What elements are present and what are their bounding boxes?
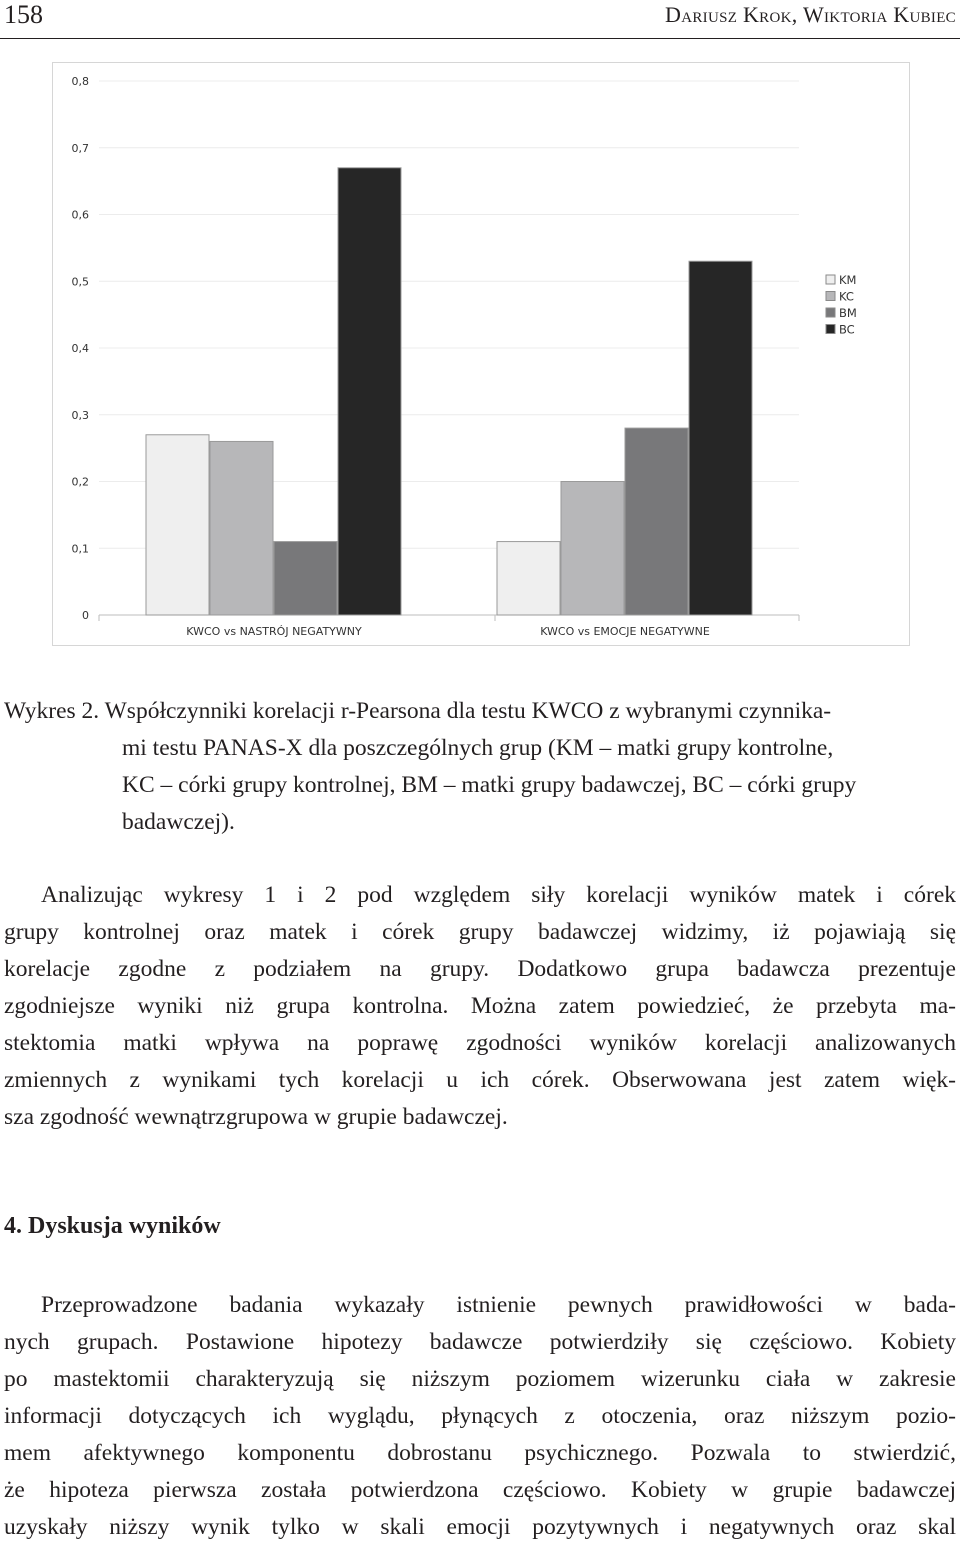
caption-line: mi testu PANAS-X dla poszczególnych grup (KM – matki grupy kontrolne, — [122, 735, 834, 761]
caption-line: Wykres 2. Współczynniki korelacji r-Pearsona dla testu KWCO z wybranymi czynnika- — [4, 698, 832, 724]
bar-chart — [52, 62, 910, 646]
page-number: 158 — [4, 0, 43, 29]
legend-label: BC — [839, 322, 855, 337]
legend-swatch — [826, 325, 835, 334]
legend-label: BM — [839, 306, 857, 320]
legend-swatch — [826, 308, 835, 317]
paragraph-line: po mastektomii charakteryzują się niższym poziomem wizerunku ciała w zakresie — [4, 1366, 956, 1392]
bar-km — [146, 435, 209, 615]
paragraph-line: nych grupach. Postawione hipotezy badawcze potwierdziły się częściowo. Kobiety — [4, 1329, 956, 1355]
paragraph-line: zmiennych z wynikami tych korelacji u ich córek. Obserwowana jest zatem więk- — [4, 1067, 956, 1093]
legend-swatch — [826, 292, 835, 301]
legend-label: KC — [839, 289, 854, 304]
figure-caption — [4, 693, 956, 841]
paragraph-line: uzyskały niższy wynik tylko w skali emocji pozytywnych i negatywnych oraz skal — [4, 1514, 956, 1540]
y-tick-label: 0,7 — [71, 141, 89, 155]
paragraph-line: informacji dotyczących ich wyglądu, płynących z otoczenia, oraz niższym pozio- — [4, 1403, 956, 1429]
chart-svg — [53, 63, 909, 645]
y-tick-label: 0 — [82, 609, 89, 622]
paragraph-line: sza zgodność wewnątrzgrupowa w grupie badawczej. — [4, 1104, 508, 1130]
x-category-label: KWCO vs EMOCJE NEGATYWNE — [540, 625, 710, 638]
caption-line: badawczej). — [122, 809, 235, 835]
legend-swatch — [826, 275, 835, 284]
bar-bc — [338, 168, 401, 615]
legend-label: KM — [839, 273, 857, 287]
y-tick-label: 0,6 — [71, 208, 89, 222]
paragraph-line: Przeprowadzone badania wykazały istnienie pewnych prawidłowości w bada- — [41, 1292, 956, 1318]
y-tick-label: 0,5 — [71, 275, 89, 289]
y-tick-label: 0,1 — [71, 542, 89, 556]
paragraph-line: stektomia matki wpływa na poprawę zgodności wyników korelacji analizowanych — [4, 1030, 956, 1056]
paragraph-line: że hipoteza pierwsza została potwierdzona częściowo. Kobiety w grupie badawczej — [4, 1477, 956, 1503]
y-tick-label: 0,8 — [71, 75, 89, 88]
bar-kc — [210, 441, 273, 615]
paragraph-line: zgodniejsze wyniki niż grupa kontrolna. Można zatem powiedzieć, że przebyta ma- — [4, 993, 956, 1019]
paragraph-line: Analizując wykresy 1 i 2 pod względem siły korelacji wyników matek i córek — [41, 882, 956, 908]
bar-bc — [689, 261, 752, 615]
bar-bm — [274, 542, 337, 615]
bar-bm — [625, 428, 688, 615]
y-tick-label: 0,4 — [71, 342, 89, 355]
paragraph-line: korelacje zgodne z podziałem na grupy. Dodatkowo grupa badawcza prezentuje — [4, 956, 956, 982]
bar-km — [497, 542, 560, 615]
paragraph-line: mem afektywnego komponentu dobrostanu psychicznego. Pozwala to stwierdzić, — [4, 1440, 956, 1466]
paragraph-discussion — [4, 1287, 956, 1546]
bar-kc — [561, 482, 624, 616]
y-tick-label: 0,3 — [71, 408, 89, 422]
paragraph-analysis — [4, 877, 956, 1136]
x-category-label: KWCO vs NASTRÓJ NEGATYWNY — [186, 625, 362, 638]
running-head-authors: Dariusz Krok, Wiktoria Kubiec — [665, 2, 956, 27]
running-header — [0, 0, 960, 39]
y-tick-label: 0,2 — [71, 475, 89, 489]
caption-line: KC – córki grupy kontrolnej, BM – matki grupy badawczej, BC – córki grupy — [122, 772, 857, 798]
section-heading: 4. Dyskusja wyników — [4, 1213, 221, 1239]
paragraph-line: grupy kontrolnej oraz matek i córek grupy badawczej widzimy, iż pojawiają się — [4, 919, 956, 945]
